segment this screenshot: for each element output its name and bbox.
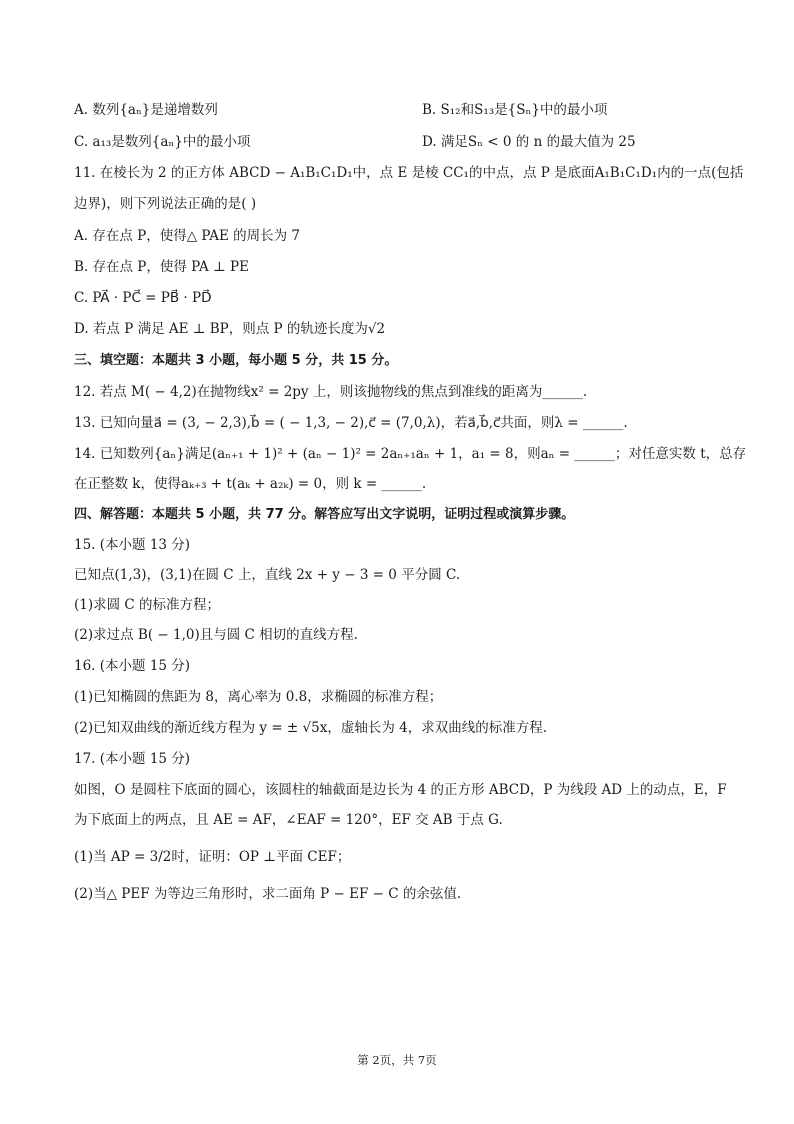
q10-option-a: A. 数列{aₙ}是递增数列 — [74, 102, 218, 118]
q11-stem-line-1: 11. 在棱长为 2 的正方体 ABCD − A₁B₁C₁D₁中，点 E 是棱 CC₁的中点，点 P 是底面A₁B₁C₁D₁内的一点(包括 — [74, 165, 744, 181]
page-footer: 第 2页，共 7页 — [357, 1053, 437, 1067]
q10-option-b: B. S₁₂和S₁₃是{Sₙ}中的最小项 — [422, 102, 608, 118]
q17-title: 17. (本小题 15 分) — [74, 751, 191, 767]
q11-option-b: B. 存在点 P，使得 PA ⊥ PE — [74, 259, 249, 275]
q10-option-c: C. a₁₃是数列{aₙ}中的最小项 — [74, 134, 251, 150]
q11-stem-line-2: 边界)，则下列说法正确的是( ) — [74, 196, 257, 212]
q16-title: 16. (本小题 15 分) — [74, 658, 191, 674]
q10-option-row-1 — [74, 101, 608, 119]
q15-part-1: (1)求圆 C 的标准方程； — [74, 597, 221, 613]
q13-text: 13. 已知向量a⃗ = (3, − 2,3),b⃗ = ( − 1,3, − 2),c⃗ = (7,0,λ)，若a⃗,b⃗,c⃗共面，则λ = ______. — [74, 415, 628, 431]
q14-line-2: 在正整数 k，使得aₖ₊₃ + t(aₖ + a₂ₖ) = 0，则 k = ______. — [74, 476, 427, 492]
q10-option-d: D. 满足Sₙ < 0 的 n 的最大值为 25 — [422, 134, 636, 150]
section-4-heading: 四、解答题：本题共 5 小题，共 77 分。解答应写出文字说明，证明过程或演算步骤。 — [74, 507, 575, 522]
q11-option-d: D. 若点 P 满足 AE ⊥ BP，则点 P 的轨迹长度为√2 — [74, 321, 386, 337]
section-3-heading: 三、填空题：本题共 3 小题，每小题 5 分，共 15 分。 — [74, 353, 398, 368]
q15-stem: 已知点(1,3)，(3,1)在圆 C 上，直线 2x + y − 3 = 0 平分圆 C. — [74, 567, 461, 583]
q14-line-1: 14. 已知数列{aₙ}满足(aₙ₊₁ + 1)² + (aₙ − 1)² = 2aₙ₊₁aₙ + 1，a₁ = 8，则aₙ = ______；对任意实数 t，总存 — [74, 446, 747, 462]
q10-option-row-2 — [74, 133, 636, 151]
q17-stem-line-1: 如图，O 是圆柱下底面的圆心，该圆柱的轴截面是边长为 4 的正方形 ABCD，P 为线段 AD 上的动点，E，F — [74, 782, 727, 798]
q15-title: 15. (本小题 13 分) — [74, 537, 191, 553]
q11-option-c: C. PA⃗ · PC⃗ = PB⃗ · PD⃗ — [74, 290, 212, 306]
q16-part-2: (2)已知双曲线的渐近线方程为 y = ± √5x，虚轴长为 4，求双曲线的标准方程. — [74, 720, 548, 736]
q17-stem-line-2: 为下底面上的两点，且 AE = AF，∠EAF = 120°，EF 交 AB 于点 G. — [74, 812, 503, 828]
q15-part-2: (2)求过点 B( − 1,0)且与圆 C 相切的直线方程. — [74, 627, 358, 643]
q17-part-1: (1)当 AP = 3/2时，证明：OP ⊥平面 CEF； — [74, 849, 351, 865]
q12-text: 12. 若点 M( − 4,2)在抛物线x² = 2py 上，则该抛物线的焦点到准线的距离为______. — [74, 384, 588, 400]
q17-part-2: (2)当△ PEF 为等边三角形时，求二面角 P − EF − C 的余弦值. — [74, 886, 462, 902]
q16-part-1: (1)已知椭圆的焦距为 8，离心率为 0.8，求椭圆的标准方程； — [74, 689, 443, 705]
q11-option-a: A. 存在点 P，使得△ PAE 的周长为 7 — [74, 228, 300, 244]
